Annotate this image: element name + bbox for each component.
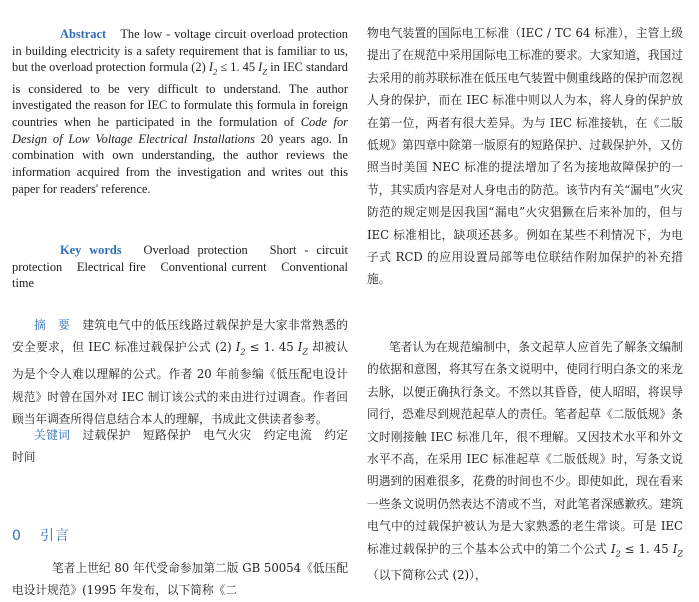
right-para2-text-2: （以下简称公式 (2)）， xyxy=(367,568,487,583)
abstract-text-3: 20 years ago. In combination with own understanding, the author reviews the information acquired from the investigation and writes out this paper for readers' reference. xyxy=(12,131,349,196)
right-paragraph-2 xyxy=(367,336,683,587)
keywords-text: Overload protection Short - circuit protection Electrical fire Conventional current Conventional time xyxy=(12,243,348,291)
zh-keywords-text: 过载保护 短路保护 电气火灾 约定电流 约定时间 xyxy=(12,428,348,465)
english-keywords xyxy=(12,242,348,292)
right-formula-mid: ≤ 1. 45 xyxy=(620,541,673,556)
right-formula-i2: $I_2$ xyxy=(610,541,621,558)
zh-abstract-text-1: 建筑电气中的低压线路过载保护是大家非常熟悉的安全要求，但 IEC 标准过载保护公式 (2) xyxy=(12,318,348,355)
section-heading xyxy=(12,525,70,545)
abstract-label: Abstract xyxy=(60,27,107,41)
zh-formula-i2: $I_2$ xyxy=(235,340,246,357)
abstract-text-2: in IEC standard is considered to be very difficult to understand. The author investigated the reason for IEC to formulate this formula in foreign countries when he participated in the formulation of xyxy=(12,60,348,129)
right-paragraph-1: 物电气装置的国际电工标准（IEC / TC 64 标准），主管上级提出了在规范中采用国际电工标准的要求。大家知道，我国过去采用的前苏联标准在低压电气装置中侧重线路的保护而忽视人身的保护，而在 IEC 标准中则以人为本，将人身的保护放在第一位，两者有很大差异。为与 IEC 标准接轨，在《二版低规》第四章中除第一版原有的短路保护、过载保护外，又仿照当时美国 NEC 标准的提法增加了名为接地故障保护的一节，其实质内容是对人身电击的防范。该节内有关“漏电”火灾防范的规定则是因我国“漏电”火灾猖獗在后来补加的，但与 IEC 标准相比，缺项还甚多。例如在某些不利情况下，为电子式 RCD 的应用设置局部等电位联结作附加保护的补充措施。 xyxy=(367,26,683,287)
keywords-label: Key words xyxy=(60,243,122,257)
abstract-text-1: The low - voltage circuit overload protection in building electricity is a safety requirement that is familiar to us, but the overload protection formula (2) xyxy=(12,27,349,75)
right-formula-iz: $I_Z$ xyxy=(672,541,683,558)
english-abstract xyxy=(12,26,348,198)
zh-formula-mid: ≤ 1. 45 xyxy=(245,340,298,355)
chinese-abstract xyxy=(12,314,348,430)
right-para2-text-1: 笔者认为在规范编制中，条文起草人应首先了解条文编制的依据和意图，将其写在条文说明中，使同行明白条文的来龙去脉，以便正确执行条文。不然以其昏昏，使人昭昭，将误导同行，恐难尽到规范起草人的责任。笔者起草《二版低规》条文时刚接触 IEC 标准几年，很不理解。又因技术水平和外文水平不高，在采用 IEC 标准起草《二版低规》时，写条文说明遇到的困难很多，花费的时间也不少。即使如此，现在看来一些条文说明仍然表达不清或不当，对此笔者深感歉疚。建筑电气中的过载保护被认为是大家熟悉的老生常谈。可是 IEC 标准过载保护的三个基本公式中的第二个公式 xyxy=(367,340,683,556)
zh-abstract-text-2: 却被认为是个令人难以理解的公式。作者 20 年前参编《低压配电设计规范》时曾在国外对 IEC 制订该公式的来由进行过调查。作者回顾当年调查所得信息结合本人的理解，书成此文供读者参考。 xyxy=(12,340,348,426)
formula-mid: ≤ 1. 45 xyxy=(217,60,259,75)
formula-i2: $I_2$ xyxy=(208,60,218,77)
code-title: Code for Design of Low Voltage Electrical Installations xyxy=(12,114,348,146)
section-number: 0 xyxy=(12,528,22,544)
formula-iz: $I_Z$ xyxy=(258,60,268,77)
chinese-keywords xyxy=(12,424,348,469)
zh-abstract-label: 摘 要 xyxy=(34,318,71,332)
zh-formula-iz: $I_Z$ xyxy=(297,340,309,357)
section-title: 引言 xyxy=(40,528,70,544)
intro-paragraph: 笔者上世纪 80 年代受命参加第二版 GB 50054《低压配电设计规范》(1995 年发布，以下简称《二 xyxy=(12,561,348,598)
zh-keywords-label: 关键词 xyxy=(34,428,71,442)
